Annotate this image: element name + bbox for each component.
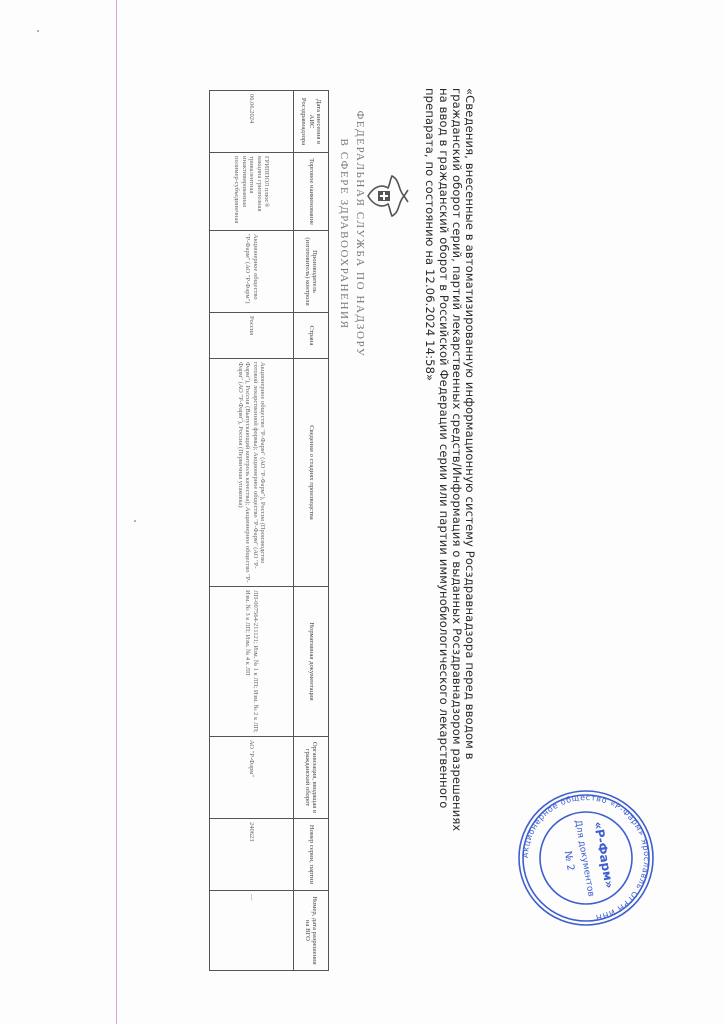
cell-series: 240623 — [210, 819, 294, 891]
cell-organization: АО "Р-Фарм" — [210, 737, 294, 819]
column-header: Сведения о стадиях производства — [294, 359, 329, 587]
rotated-document-page — [124, 60, 484, 965]
company-seal-stamp — [516, 788, 656, 928]
column-header: Производитель (изготовитель) контроля — [294, 231, 329, 313]
scan-speck — [37, 30, 39, 32]
heading-line: «Сведения, внесенные в автоматизированную информационную систему Росздравнадзора перед вводом в — [463, 88, 477, 760]
cell-stages: Акционерное общество "Р-Фарм" (АО "Р-Фарм"), Россия (Производство готовой лекарственной формы); Акционерное общество "Р-Фарм" (АО "Р-Фарм"), Россия (Выпускающий контроль качества); Акционерное общество "Р-Фарм" (АО "Р-Фарм"), Россия (Первичная упаковка) — [210, 359, 294, 587]
cell-manufacturer: Акционерное общество "Р-Фарм" (АО "Р-Фарм") — [210, 231, 294, 313]
column-header: Дата внесения в АИС Росздравнадзора — [294, 91, 329, 153]
seal-number: № 2 — [561, 850, 576, 872]
cell-trade-name: ГРИППОЛ плюс® вакцина гриппозная тривалентная инактивированная полимер-субъединичная — [210, 153, 294, 231]
agency-line: ФЕДЕРАЛЬНАЯ СЛУЖБА ПО НАДЗОРУ — [354, 110, 366, 358]
table-row — [210, 91, 294, 971]
cell-normative-doc: ЛП-007564-211121; Изм. № 1 к ЛП; Изм. № 2 к ЛП; Изм. № 3 к ЛП; Изм. № 4 к ЛП — [210, 587, 294, 737]
column-header: Страна — [294, 313, 329, 359]
heading-line: на ввод в гражданский оборот в Российской Федерации серии или партии иммунобиологического лекарственного — [436, 88, 451, 809]
column-header: Номер, дата разрешения на ВГО — [294, 891, 329, 971]
seal-ring-text: Акционерное общество «Р-Фарм» Ярославль ОГРН ИНН — [520, 792, 652, 923]
document-heading — [423, 88, 476, 948]
column-header: Нормативная документация — [294, 587, 329, 737]
column-header: Торговое наименование — [294, 153, 329, 231]
table-header-row — [294, 91, 329, 971]
cell-permit: — — [210, 891, 294, 971]
seal-company-name: «Р-Фарм» — [590, 820, 617, 890]
heading-line: препарата, по состоянию на 12.06.2024 14:58» — [423, 88, 438, 382]
column-header: Организация, вводящая в гражданский оборот — [294, 737, 329, 819]
registry-table — [209, 90, 329, 971]
page-margin-line — [116, 0, 117, 1024]
column-header: Номер серии, партии — [294, 819, 329, 891]
seal-purpose-text: Для документов — [572, 819, 596, 898]
heading-line: гражданский оборот серий, партий лекарственных средств/Информация о выданных Росздравнадзором разрешениях — [449, 88, 464, 832]
cell-country: Россия — [210, 313, 294, 359]
cell-date: 06.06.2024 — [210, 91, 294, 153]
agency-name — [336, 104, 368, 364]
agency-line: В СФЕРЕ ЗДРАВООХРАНЕНИЯ — [338, 138, 350, 330]
